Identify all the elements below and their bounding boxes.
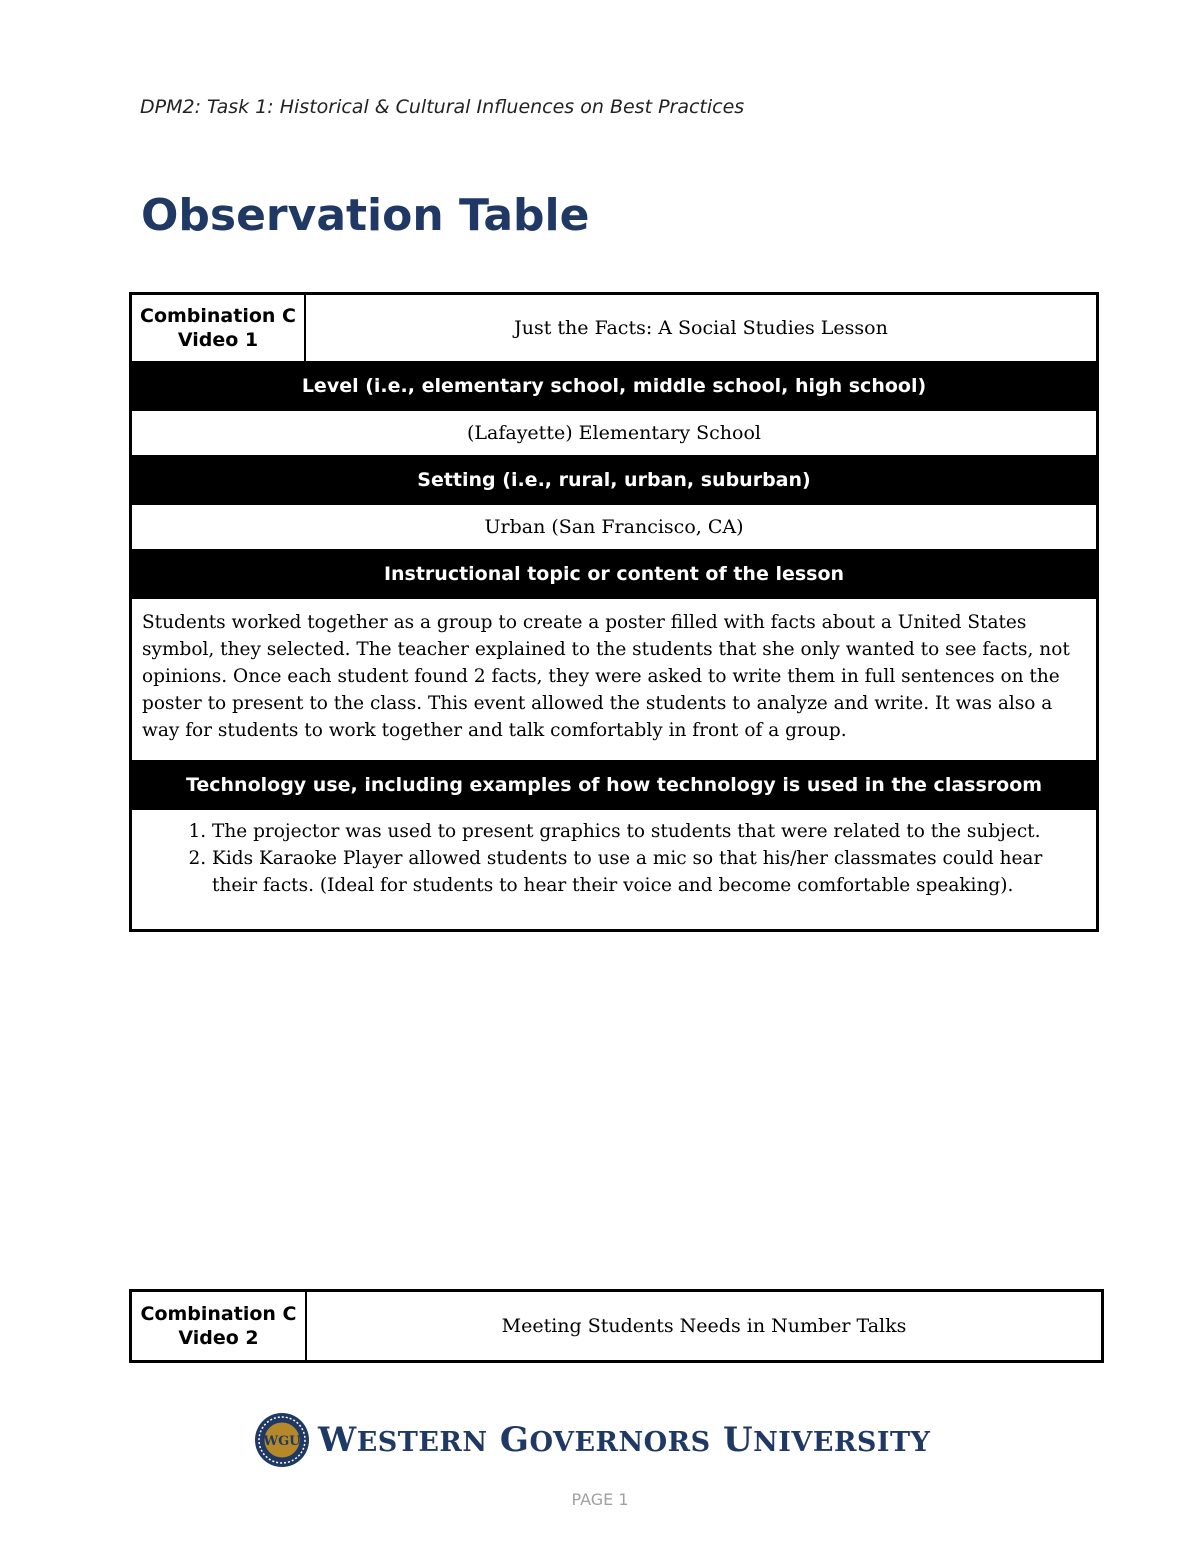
technology-list bbox=[132, 818, 1088, 899]
level-value: (Lafayette) Elementary School bbox=[131, 410, 1098, 456]
wgu-logo bbox=[254, 1410, 931, 1468]
page-number: PAGE 1 bbox=[571, 1490, 629, 1509]
technology-list-cell bbox=[131, 809, 1098, 931]
setting-heading: Setting (i.e., rural, urban, suburban) bbox=[131, 456, 1098, 504]
svg-text:WGU: WGU bbox=[263, 1434, 301, 1449]
wgu-wordmark: WESTERN GOVERNORS UNIVERSITY bbox=[318, 1420, 931, 1460]
page-title: Observation Table bbox=[141, 190, 590, 241]
video-title-cell: Just the Facts: A Social Studies Lesson bbox=[305, 294, 1098, 363]
observation-table-video-1 bbox=[129, 292, 1099, 932]
observation-table-video-2 bbox=[129, 1289, 1104, 1363]
level-heading: Level (i.e., elementary school, middle school, high school) bbox=[131, 362, 1098, 410]
technology-heading: Technology use, including examples of how technology is used in the classroom bbox=[131, 761, 1098, 809]
video-label-cell: Combination C Video 1 bbox=[131, 294, 306, 363]
setting-value: Urban (San Francisco, CA) bbox=[131, 504, 1098, 550]
technology-list-item: 1. The projector was used to present graphics to students that were related to the subject. bbox=[212, 818, 1088, 845]
video-label-cell: Combination C Video 2 bbox=[131, 1291, 307, 1362]
topic-heading: Instructional topic or content of the lesson bbox=[131, 550, 1098, 598]
technology-list-item: 2. Kids Karaoke Player allowed students to use a mic so that his/her classmates could hear their facts. (Ideal for students to hear their voice and become comfortable speaking). bbox=[212, 845, 1088, 899]
video-title-cell: Meeting Students Needs in Number Talks bbox=[306, 1291, 1103, 1362]
running-header: DPM2: Task 1: Historical & Cultural Influences on Best Practices bbox=[140, 96, 745, 118]
wgu-seal-icon bbox=[254, 1412, 310, 1468]
topic-text: Students worked together as a group to create a poster filled with facts about a United States symbol, they selected. The teacher explained to the students that she only wanted to see facts, not opinions. Once each student found 2 facts, they were asked to write them in full sentences on the poster to present to the class. This event allowed the students to analyze and write. It was also a way for students to work together and talk comfortably in front of a group. bbox=[131, 598, 1098, 761]
